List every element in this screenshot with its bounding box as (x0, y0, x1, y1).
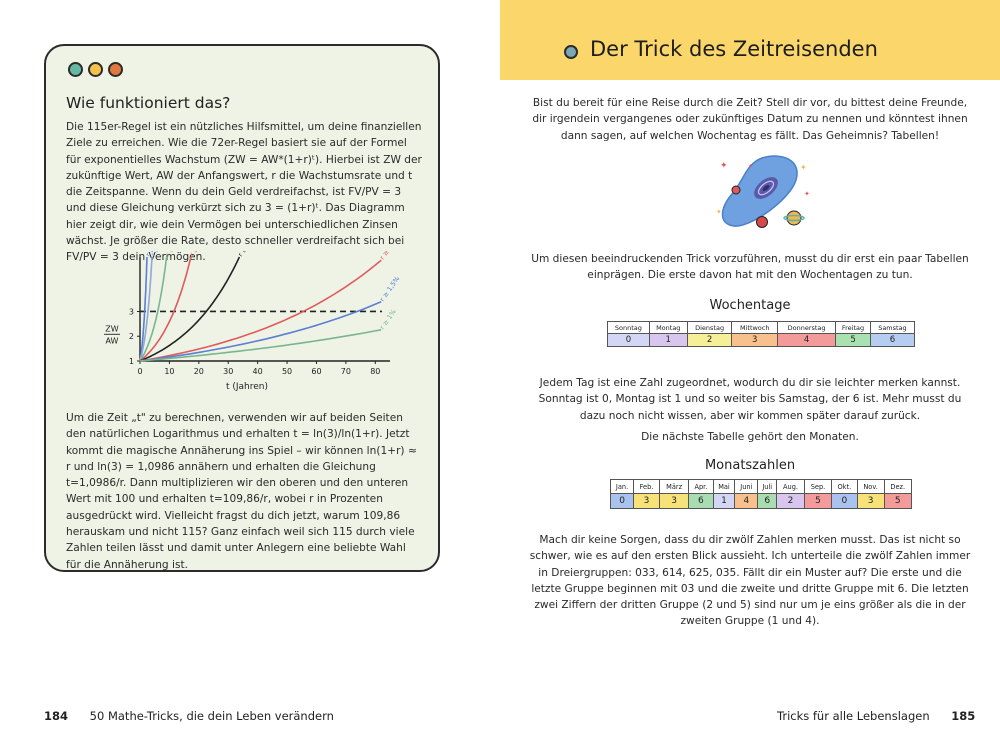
month-label: Sep. (804, 480, 831, 494)
growth-chart (100, 251, 400, 407)
y-tick-label: 2 (128, 332, 134, 342)
month-value: 1 (713, 494, 735, 509)
month-label: Juli (758, 480, 777, 494)
weekday-value: 0 (608, 334, 650, 347)
paragraph-3: Jedem Tag ist eine Zahl zugeordnet, wodurch du dir sie leichter merken kannst. Sonntag ist 0, Montag ist 1 und so weiter bis Samstag, der 6 ist. Mehr musst du dazu noch nicht wissen, aber wir kommen später darauf zurück. (538, 377, 962, 422)
month-table (610, 479, 912, 509)
x-tick-label: 40 (252, 367, 263, 376)
x-tick-label: 20 (193, 367, 204, 376)
month-label: Dez. (884, 480, 911, 494)
footer-right (777, 709, 975, 723)
intro-paragraph: Bist du bereit für eine Reise durch die Zeit? Stell dir vor, du bittest deine Freunde, dir irgendein vergangenes oder zukünftiges Datum zu nennen und könntest ihnen dann sagen, auf welchen Wochentag es fällt. Das Geheimnis? Tabellen! (532, 97, 968, 142)
month-label: Feb. (634, 480, 660, 494)
month-value: 0 (611, 494, 634, 509)
x-tick-label: 70 (340, 367, 351, 376)
svg-text:✦: ✦ (800, 163, 807, 172)
series-label: r ≥ 1% (378, 307, 398, 331)
x-tick-label: 30 (223, 367, 234, 376)
yellow-dot-icon (88, 62, 103, 77)
card-title: Wie funktioniert das? (66, 94, 231, 112)
weekday-label: Samstag (870, 322, 914, 334)
weekday-table (607, 321, 915, 347)
month-label: Aug. (777, 480, 805, 494)
weekday-label: Sonntag (608, 322, 650, 334)
month-value: 5 (804, 494, 831, 509)
month-label: Juni (735, 480, 758, 494)
svg-text:✦: ✦ (804, 190, 810, 198)
y-axis-label-top: ZW (105, 324, 119, 334)
series-label (378, 251, 398, 261)
weekday-value: 6 (870, 334, 914, 347)
y-tick-label: 1 (128, 357, 134, 366)
footer-left (44, 709, 334, 723)
card-paragraph-2: Um die Zeit „t" zu berechnen, verwenden wir auf beiden Seiten den natürlichen Logarithmus und erhalten t = ln(3)/ln(1+r). Jetzt kommt die magische Annäherung ins Spiel – wir können ln(1+r) ≈ r und ln(3) = 1,0986 annähern und erhalten die Gleichung t=1,0986/r. Dann multiplizieren wir den oberen und den unteren Wert mit 100 und erhalten t=109,86/r, wobei r in Prozenten ausgedrückt wird. Vielleicht fragst du dich jetzt, warum 109,86 herauskam und nicht 115? Ganz einfach weil sich 115 durch viele Zahlen teilen lässt und damit unter Anlegern eine beliebte Wahl für die Annäherung ist. (66, 412, 417, 571)
y-tick-label: 3 (128, 307, 134, 317)
weekday-value: 3 (732, 334, 778, 347)
galaxy-icon (710, 150, 810, 244)
info-card (44, 44, 440, 572)
month-value: 6 (758, 494, 777, 509)
weekday-label: Mittwoch (732, 322, 778, 334)
weekday-label: Dienstag (687, 322, 732, 334)
window-dots (68, 62, 123, 77)
month-label: Apr. (689, 480, 713, 494)
month-value: 2 (777, 494, 805, 509)
page-number-right: 185 (951, 709, 976, 723)
month-value: 5 (884, 494, 911, 509)
weekday-value: 2 (687, 334, 732, 347)
month-value: 3 (857, 494, 884, 509)
month-table-heading: Monatszahlen (704, 458, 796, 473)
y-axis-label-bottom: AW (105, 336, 119, 346)
month-label: Nov. (857, 480, 884, 494)
orange-dot-icon (108, 62, 123, 77)
weekday-label: Montag (649, 322, 687, 334)
book-title: 50 Mathe-Tricks, die dein Leben verändern (89, 709, 334, 723)
weekday-value: 5 (836, 334, 871, 347)
month-value: 6 (689, 494, 713, 509)
weekday-value: 1 (649, 334, 687, 347)
growth-chart-svg (100, 251, 400, 403)
month-value: 4 (735, 494, 758, 509)
card-paragraph-1: Die 115er-Regel ist ein nützliches Hilfsmittel, um deine finanziellen Ziele zu erreichen. Wie die 72er-Regel basiert sie auf der Formel für exponentielles Wachstum (ZW = AW*(1+r)ᵗ). Hierbei ist ZW der zukünftige Wert, AW der Anfangswert, r die Wachstumsrate und t die Zeitspanne. Wenn du dein Geld verdreifachst, ist FV/PV = 3 und diese Gleichung verkürzt sich zu 3 = (1+r)ᵗ. Das Diagramm hier zeigt dir, wie dein Vermögen bei unterschiedlichen Zinsen wächst. Je größer die Rate, desto schneller verdreifacht sich bei FV/PV = 3 dein Vermögen. (66, 121, 422, 264)
month-label: März (659, 480, 688, 494)
page-title: Der Trick des Zeitreisenden (590, 37, 878, 61)
month-value: 0 (832, 494, 858, 509)
month-value: 3 (634, 494, 660, 509)
chapter-title: Tricks für alle Lebenslagen (777, 709, 930, 723)
x-tick-label: 50 (281, 367, 293, 376)
svg-text:✦: ✦ (716, 208, 722, 216)
weekday-label: Freitag (836, 322, 871, 334)
month-label: Jan. (611, 480, 634, 494)
x-tick-label: 60 (311, 367, 322, 376)
month-value: 3 (659, 494, 688, 509)
weekday-label: Donnerstag (778, 322, 836, 334)
paragraph-2: Um diesen beeindruckenden Trick vorzuführen, musst du dir erst ein paar Tabellen einprägen. Die erste davon hat mit den Wochentagen zu tun. (531, 253, 969, 282)
header-band (500, 0, 1000, 80)
svg-text:✦: ✦ (720, 161, 728, 171)
svg-text:✦: ✦ (748, 163, 754, 170)
x-axis-label: t (Jahren) (225, 382, 269, 392)
bullet-dot-icon (564, 45, 578, 59)
right-page (500, 0, 1000, 750)
weekday-value: 4 (778, 334, 836, 347)
month-label: Okt. (832, 480, 858, 494)
month-label: Mai (713, 480, 735, 494)
series-label (188, 251, 210, 258)
green-dot-icon (68, 62, 83, 77)
page-number-left: 184 (44, 709, 69, 723)
weekday-table-heading: Wochentage (709, 298, 791, 313)
series-label: r ≥ 1,5% (378, 274, 400, 303)
paragraph-4: Die nächste Tabelle gehört den Monaten. (641, 431, 859, 443)
series-line (140, 260, 381, 361)
paragraph-5: Mach dir keine Sorgen, dass du dir zwölf Zahlen merken musst. Das ist nicht so schwer, wie es auf den ersten Blick aussieht. Ich unterteile die zwölf Zahlen immer in Dreiergruppen: 033, 614, 625, 035. Fällt dir ein Muster auf? Die erste und die letzte Gruppe beginnen mit 03 und die zweite und dritte Gruppe mit 6. Die letzten zwei Ziffern der dritten Gruppe (2 und 5) sind nur um je eins größer als die in der zweiten Gruppe (1 und 4). (529, 534, 971, 628)
x-tick-label: 80 (370, 367, 381, 376)
x-tick-label: 0 (137, 367, 143, 376)
x-tick-label: 10 (164, 367, 175, 376)
